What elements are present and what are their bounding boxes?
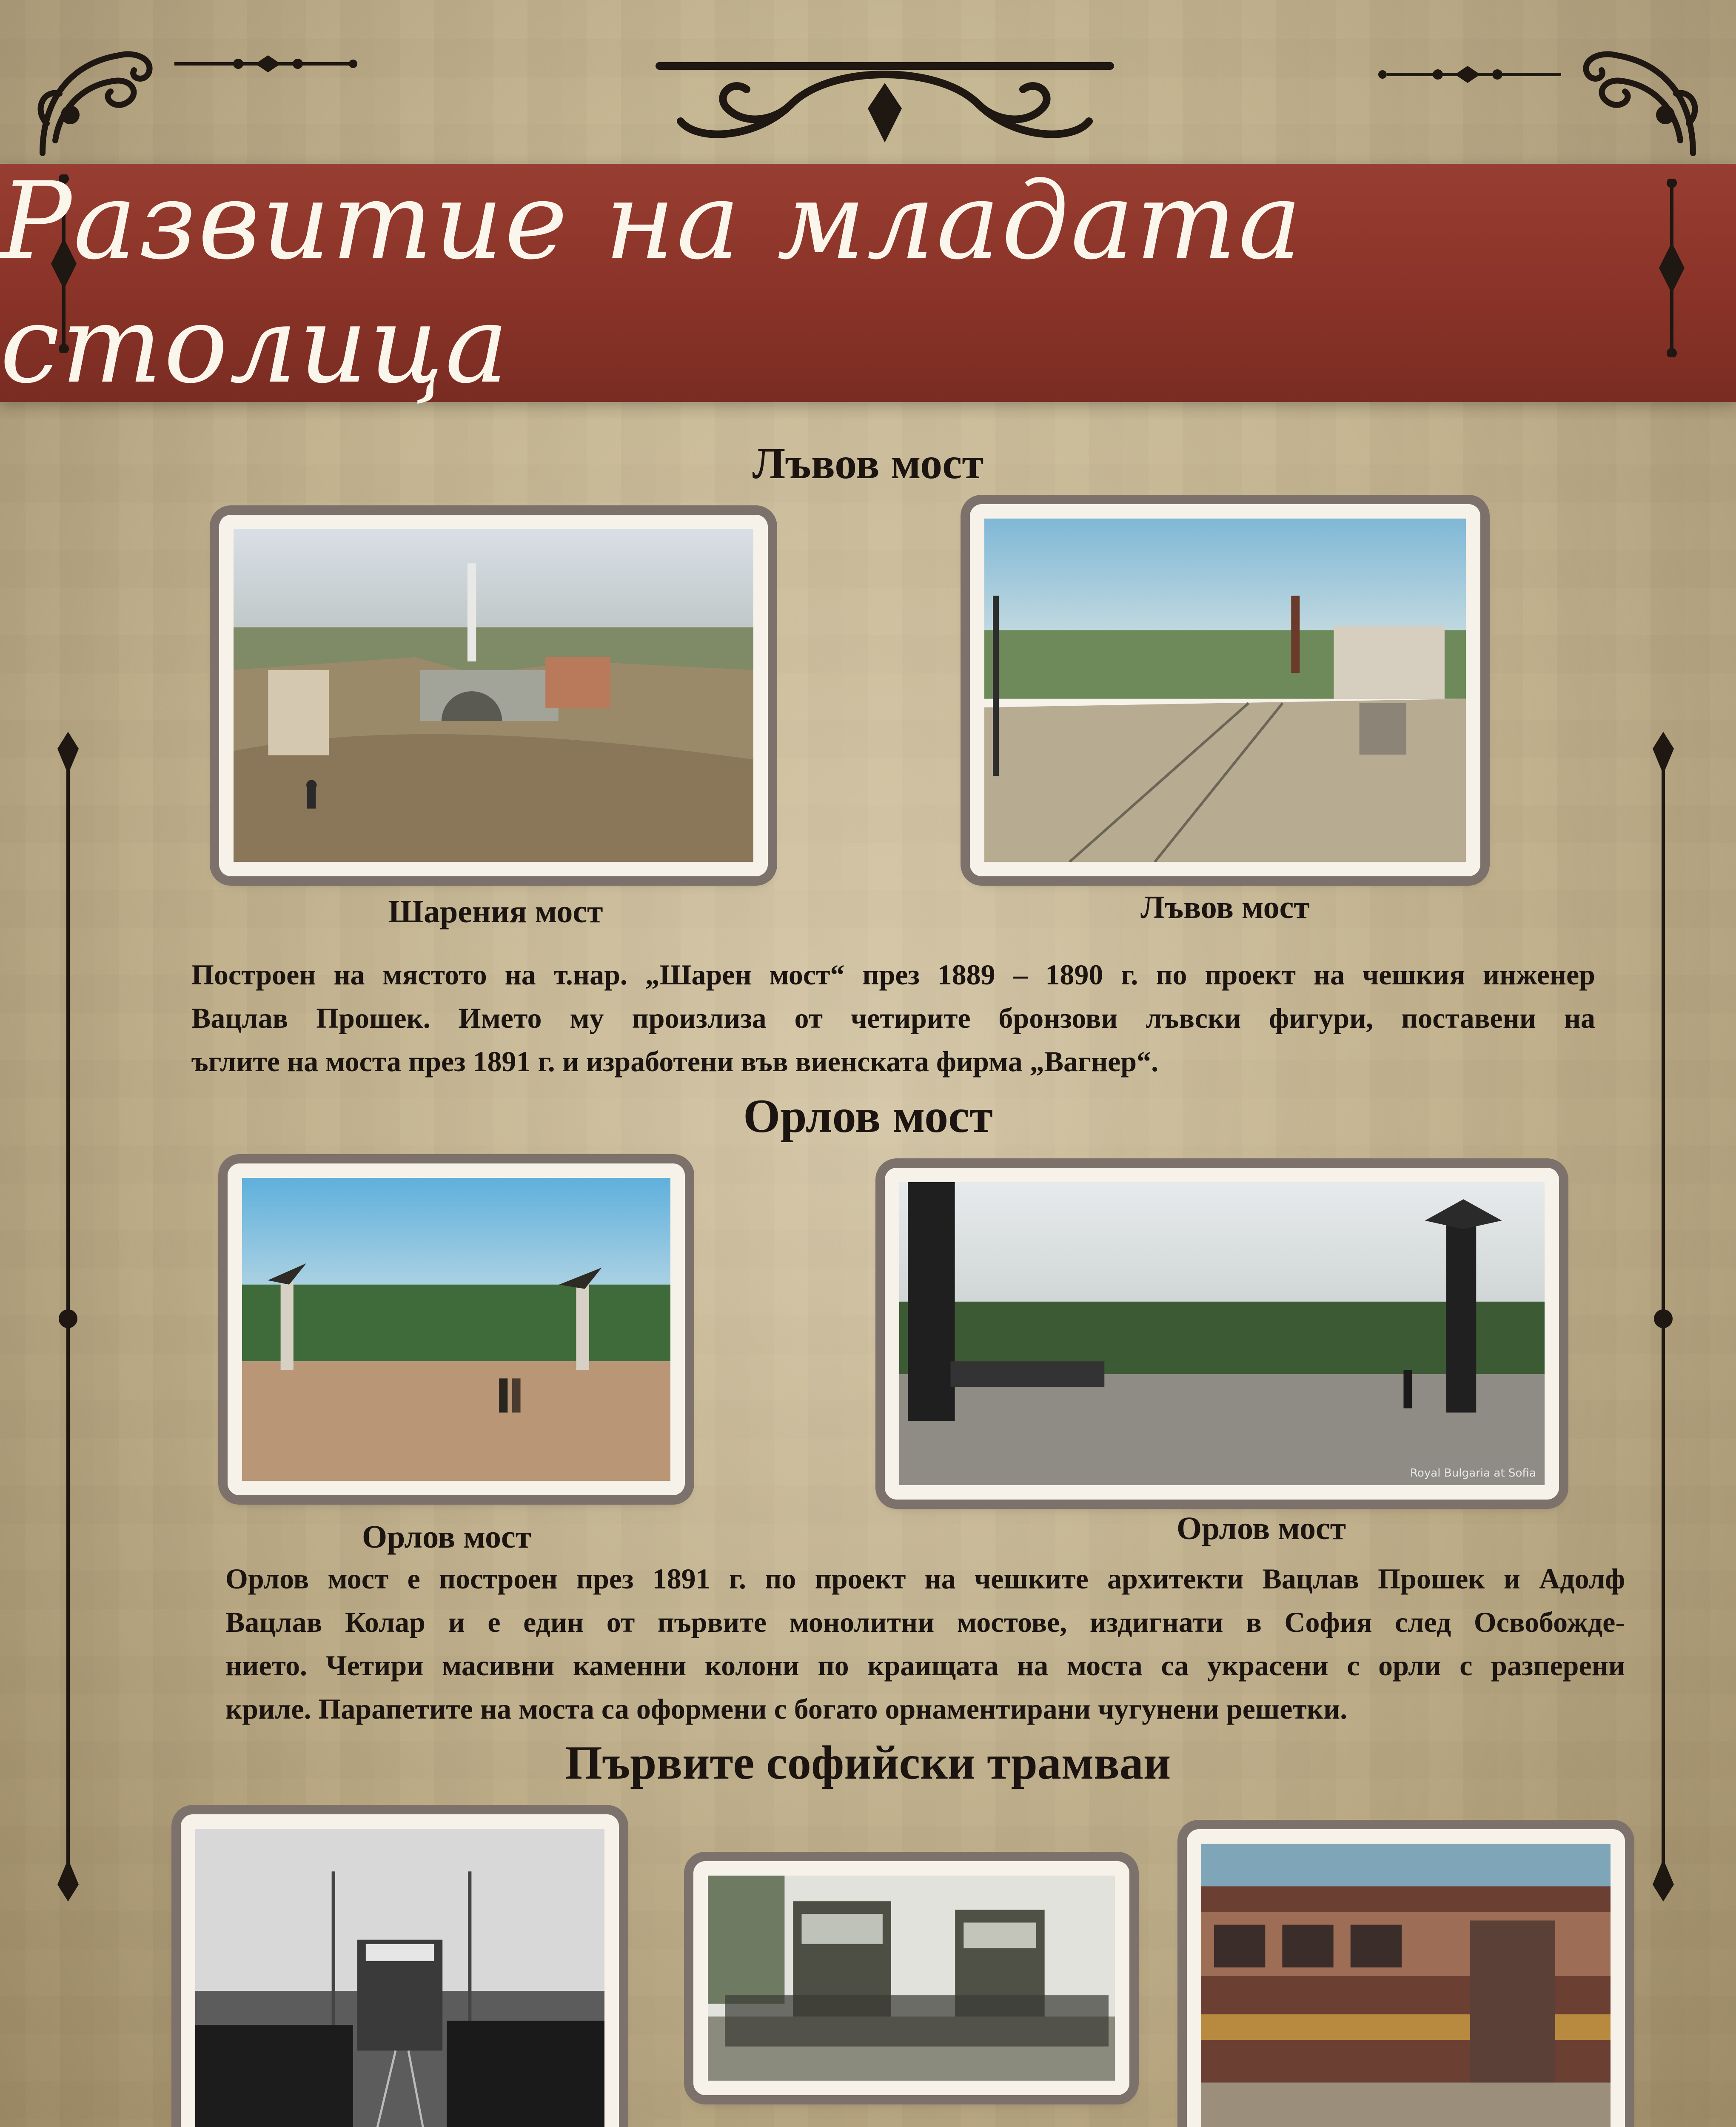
paragraph-line: криле. Парапетите на моста са оформени с богато орнаментирани чугунени решетки. bbox=[225, 1693, 1348, 1725]
photo-frame bbox=[181, 1814, 619, 2127]
photo-tram-colored bbox=[1201, 1844, 1611, 2127]
section-heading-eagle-bridge: Орлов мост bbox=[743, 1090, 993, 1143]
section-heading-lion-bridge: Лъвов мост bbox=[752, 439, 984, 488]
caption-eagle-bridge-right: Орлов мост bbox=[1176, 1511, 1346, 1546]
photo-tram-workers bbox=[708, 1876, 1115, 2081]
paragraph-lion-bridge bbox=[191, 953, 1595, 1083]
paragraph-eagle-bridge bbox=[225, 1557, 1625, 1731]
paragraph-line: Построен на мястото на т.нар. „Шарен мост“ през 1889 – 1890 г. по проект на чешкия инженер bbox=[191, 958, 1595, 991]
caption-eagle-bridge-left: Орлов мост bbox=[362, 1519, 532, 1555]
dotted-rule-top-left-icon bbox=[170, 51, 357, 77]
section-heading-trams: Първите софийски трамваи bbox=[565, 1736, 1171, 1789]
corner-flourish-top-left-icon bbox=[30, 38, 166, 166]
paragraph-line: Орлов мост е построен през 1891 г. по проект на чешките архитекти Вацлав Прошек и Адолф bbox=[225, 1562, 1625, 1595]
photo-frame bbox=[1187, 1829, 1625, 2127]
photo-eagle-bridge-color bbox=[242, 1178, 670, 1481]
photo-frame bbox=[219, 515, 768, 876]
photo-colorful-bridge bbox=[234, 529, 753, 862]
caption-colorful-bridge: Шарения мост bbox=[388, 894, 603, 929]
photo-frame bbox=[693, 1861, 1129, 2095]
paragraph-line: нието. Четири масивни каменни колони по краищата на моста са украсени с орли с разперени bbox=[225, 1649, 1625, 1682]
photo-eagle-bridge-avenue bbox=[899, 1182, 1545, 1485]
photo-lion-bridge-street bbox=[984, 519, 1466, 862]
photo-frame bbox=[970, 504, 1480, 876]
photo-frame bbox=[885, 1168, 1559, 1500]
poster-title: Развитие на младата столица bbox=[0, 159, 1303, 407]
corner-flourish-top-right-icon bbox=[1570, 38, 1706, 166]
caption-lion-bridge: Лъвов мост bbox=[1140, 890, 1310, 925]
paragraph-line: ъглите на моста през 1891 г. и изработени във виенската фирма „Вагнер“. bbox=[191, 1045, 1159, 1078]
side-rail-left-icon bbox=[43, 732, 94, 1902]
photo-frame bbox=[228, 1163, 685, 1495]
photo-watermark: Royal Bulgaria at Sofia bbox=[1410, 1466, 1536, 1480]
paragraph-line: Вацлав Прошек. Името му произлиза от четирите бронзови лъвски фигури, поставени на bbox=[191, 1002, 1595, 1034]
scroll-ornament-top-icon bbox=[651, 57, 1119, 155]
side-rail-right-icon bbox=[1638, 732, 1689, 1902]
paragraph-line: Вацлав Колар и е един от първите монолитни мостове, издигнати в София след Освобожде- bbox=[225, 1606, 1625, 1638]
photo-tram-crowd bbox=[195, 1829, 604, 2127]
dotted-rule-top-right-icon bbox=[1378, 62, 1565, 87]
